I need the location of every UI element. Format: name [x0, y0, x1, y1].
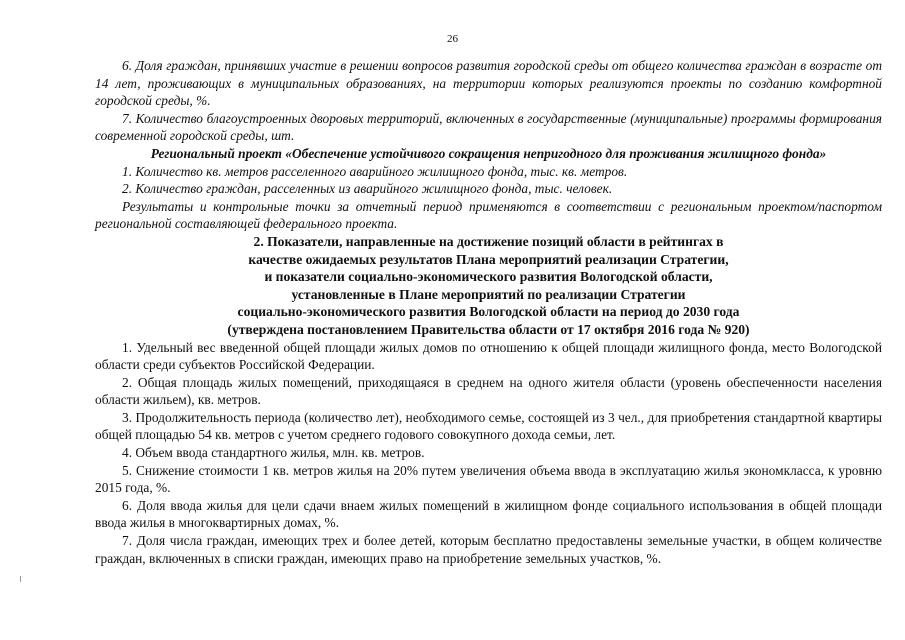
regional-project-item-2: 2. Количество граждан, расселенных из аварийного жилищного фонда, тыс. человек. — [122, 181, 613, 197]
indicator-1: 1. Удельный вес введенной общей площади жилых домов по отношению к общей площади жилищного фонда, место Вологодской области среди субъектов Российской Федерации. — [95, 339, 882, 373]
section-title-line: (утверждена постановлением Правительства области от 17 октября 2016 года № 920) — [227, 321, 750, 337]
regional-project-title: Региональный проект «Обеспечение устойчивого сокращения непригодного для проживания жилищного фонда» — [150, 145, 827, 161]
italic-paragraph-7: 7. Количество благоустроенных дворовых территорий, включенных в государственные (муниципальные) программы формирования современной городской среды, шт. — [95, 110, 882, 144]
indicator-6: 6. Доля ввода жилья для цели сдачи внаем жилых помещений в жилищном фонде социального использования в общей площади ввода жилья в многоквартирных домах, %. — [95, 497, 882, 531]
regional-project-item-1: 1. Количество кв. метров расселенного аварийного жилищного фонда, тыс. кв. метров. — [122, 163, 628, 179]
section-title-line: качестве ожидаемых результатов Плана мероприятий реализации Стратегии, — [248, 251, 729, 267]
indicator-2: 2. Общая площадь жилых помещений, приходящаяся в среднем на одного жителя области (уровень обеспеченности населения области жильем), кв. метров. — [95, 374, 882, 408]
indicator-5: 5. Снижение стоимости 1 кв. метров жилья на 20% путем увеличения объема ввода в эксплуатацию жилья экономкласса, к уровню 2015 года, %. — [95, 462, 882, 496]
section-title-line: социально-экономического развития Вологодской области на период до 2030 года — [237, 304, 740, 320]
section-title — [95, 233, 882, 339]
section-title-line: и показатели социально-экономического развития Вологодской области, — [264, 269, 713, 285]
scan-edge-mark — [20, 576, 21, 582]
italic-paragraph-6: 6. Доля граждан, принявших участие в решении вопросов развития городской среды от общего количества граждан в возрасте от 14 лет, проживающих в муниципальных образованиях, на территории которых реализуются проекты по созданию комфортной городской среды, %. — [95, 58, 882, 109]
page-number: 26 — [447, 33, 458, 45]
section-title-line: 2. Показатели, направленные на достижение позиций области в рейтингах в — [253, 233, 724, 249]
section-title-line: установленные в Плане мероприятий по реализации Стратегии — [291, 286, 686, 302]
indicator-4: 4. Объем ввода стандартного жилья, млн. кв. метров. — [122, 445, 425, 461]
page-content — [95, 57, 882, 567]
indicator-7: 7. Доля числа граждан, имеющих трех и более детей, которым бесплатно предоставлены земельные участки, в общем количестве граждан, включенных в списки граждан, имеющих право на приобретение земельных участков, %. — [95, 533, 882, 566]
indicator-3: 3. Продолжительность периода (количество лет), необходимого семье, состоящей из 3 чел., для приобретения стандартной квартиры общей площадью 54 кв. метров с учетом среднего годового совокупного дохода семьи, лет. — [95, 409, 882, 443]
results-note: Результаты и контрольные точки за отчетный период применяются в соответствии с региональным проектом/паспортом региональной составляющей федерального проекта. — [95, 198, 882, 232]
